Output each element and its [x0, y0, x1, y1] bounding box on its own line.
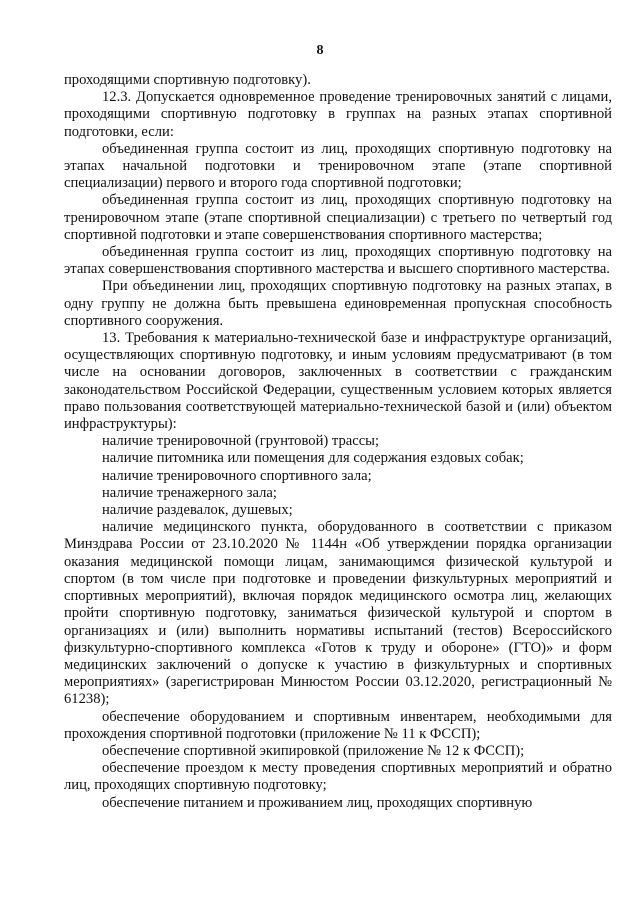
- paragraph-6: При объединении лиц, проходящих спортивную подготовку на разных этапах, в одну группу не должна быть превышена единовременная пропускная способность спортивного сооружения.: [64, 278, 612, 329]
- paragraph-5: объединенная группа состоит из лиц, проходящих спортивную подготовку на этапах совершенствования спортивного мастерства и высшего спортивного мастерства.: [64, 244, 612, 278]
- paragraph-4: объединенная группа состоит из лиц, проходящих спортивную подготовку на тренировочном этапе (этапе спортивной специализации) с третьего по четвертый год спортивной подготовки и этапе совершенствования спортивного мастерства;: [64, 192, 612, 243]
- list-item-1: наличие тренировочной (грунтовой) трассы;: [102, 433, 380, 450]
- paragraph-2: 12.3. Допускается одновременное проведение тренировочных занятий с лицами, проходящими спортивную подготовку в группах на разных этапах спортивной подготовки, если:: [64, 89, 612, 140]
- list-item-4: наличие тренажерного зала;: [102, 484, 277, 501]
- paragraph-11: обеспечение проездом к месту проведения спортивных мероприятий и обратно лиц, проходящих спортивную подготовку;: [64, 760, 612, 794]
- document-body: [64, 72, 612, 812]
- paragraph-8: наличие медицинского пункта, оборудованного в соответствии с приказом Минздрава России от 23.10.2020 № 1144н «Об утверждении порядка организации оказания медицинской помощи лицам, занимающимся физической культурой и спортом (в том числе при подготовке и проведении физкультурных мероприятий и спортивных мероприятий), включая порядок медицинского осмотра лиц, желающих пройти спортивную подготовку, заниматься физической культурой и спортом в организациях и (или) выполнить нормативы испытаний (тестов) Всероссийского физкультурно-спортивного комплекса «Готов к труду и обороне» (ГТО)» и форм медицинских заключений о допуске к участию в физкультурных и спортивных мероприятиях» (зарегистрирован Минюстом России 03.12.2020, регистрационный № 61238);: [64, 519, 612, 708]
- paragraph-10: обеспечение спортивной экипировкой (приложение № 12 к ФССП);: [102, 742, 525, 759]
- paragraph-1: проходящими спортивную подготовку).: [64, 72, 311, 88]
- paragraph-7: 13. Требования к материально-технической базе и инфраструктуре организаций, осуществляющих спортивную подготовку, и иным условиям предусматривают (в том числе на основании договоров, заключенных в соответствии с гражданским законодательством Российской Федерации, существенным условием которых является право пользования соответствующей материально-технической базой и (или) объектом инфраструктуры):: [64, 330, 612, 433]
- list-item-5: наличие раздевалок, душевых;: [102, 502, 293, 519]
- paragraph-3: объединенная группа состоит из лиц, проходящих спортивную подготовку на этапах начальной подготовки и тренировочном этапе (этапе спортивной специализации) первого и второго года спортивной подготовки;: [64, 140, 612, 192]
- page-number: 8: [316, 43, 324, 58]
- list-item-3: наличие тренировочного спортивного зала;: [102, 467, 372, 484]
- paragraph-9: обеспечение оборудованием и спортивным инвентарем, необходимыми для прохождения спортивной подготовки (приложение № 11 к ФССП);: [64, 708, 612, 742]
- list-item-2: наличие питомника или помещения для содержания ездовых собак;: [102, 450, 524, 467]
- paragraph-12: обеспечение питанием и проживанием лиц, проходящих спортивную: [102, 794, 533, 811]
